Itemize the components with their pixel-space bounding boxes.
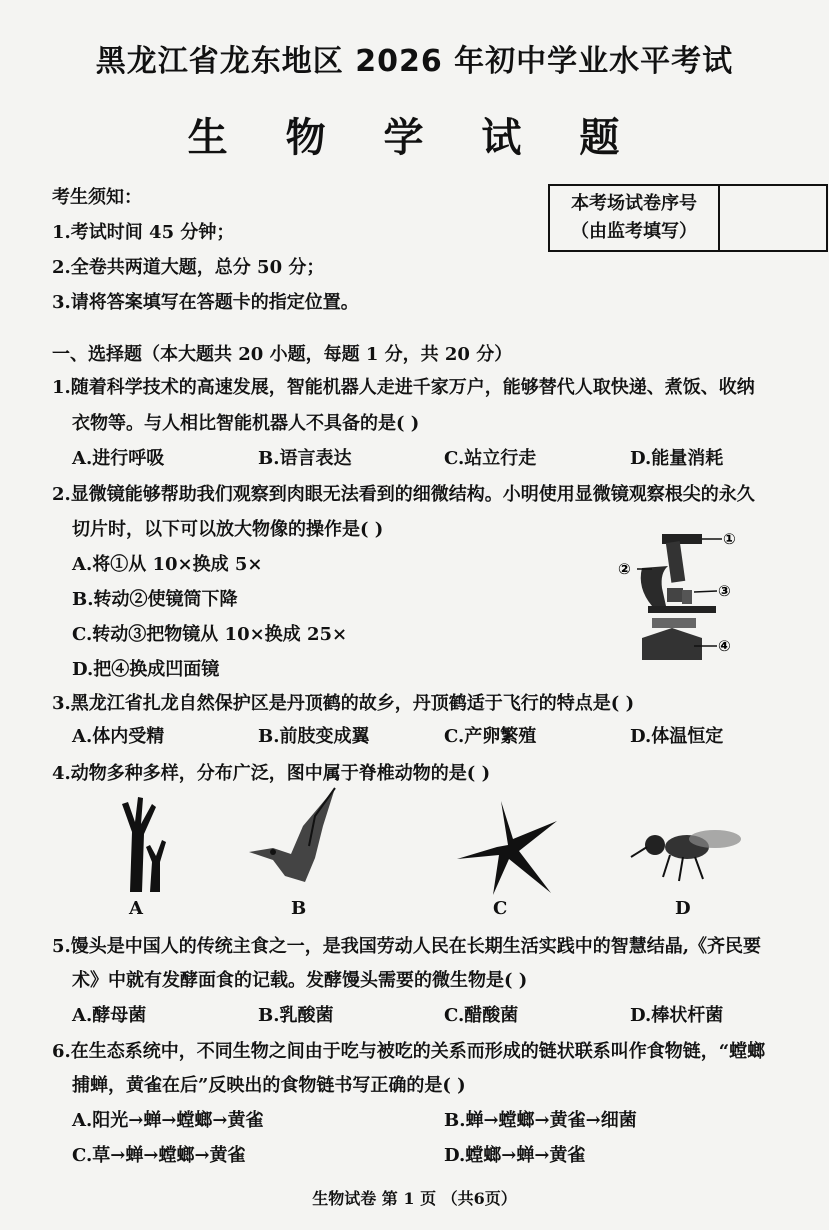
q1-option-b[interactable]: B.语言表达 bbox=[258, 448, 352, 469]
q1-option-d[interactable]: D.能量消耗 bbox=[630, 448, 724, 469]
figure-label-3: ③ bbox=[718, 582, 731, 600]
image-label-c: C bbox=[493, 898, 508, 919]
q5-option-a[interactable]: A.酵母菌 bbox=[72, 1005, 147, 1026]
q2-option-a[interactable]: A.将①从 10×换成 5× bbox=[72, 554, 263, 575]
seat-number-field[interactable] bbox=[720, 186, 826, 250]
microscope-figure bbox=[612, 528, 762, 668]
image-label-a: A bbox=[129, 898, 143, 919]
exam-notice bbox=[52, 180, 359, 320]
exam-title: 黑龙江省龙东地区 2026 年初中学业水平考试 bbox=[95, 44, 734, 79]
notice-item: 1.考试时间 45 分钟； bbox=[52, 222, 235, 243]
q6-option-c[interactable]: C.草→蝉→螳螂→黄雀 bbox=[72, 1145, 246, 1166]
q2-option-d[interactable]: D.把④换成凹面镜 bbox=[72, 659, 220, 680]
q1-option-c[interactable]: C.站立行走 bbox=[444, 448, 537, 469]
question-2-line2: 切片时，以下可以放大物像的操作是( ) bbox=[72, 519, 384, 540]
question-1-line2: 衣物等。与人相比智能机器人不具备的是( ) bbox=[72, 413, 420, 434]
question-6-line2: 捕蝉，黄雀在后”反映出的食物链书写正确的是( ) bbox=[72, 1075, 466, 1096]
page-footer: 生物试卷 第 1 页 （共6页） bbox=[312, 1189, 517, 1208]
notice-heading: 考生须知： bbox=[52, 187, 142, 208]
q2-option-b[interactable]: B.转动②使镜筒下降 bbox=[72, 589, 238, 610]
image-label-d: D bbox=[675, 898, 691, 919]
q6-option-a[interactable]: A.阳光→蝉→螳螂→黄雀 bbox=[72, 1110, 264, 1131]
question-4-line1: 4.动物多种多样，分布广泛，图中属于脊椎动物的是( ) bbox=[52, 763, 491, 784]
q5-option-b[interactable]: B.乳酸菌 bbox=[258, 1005, 334, 1026]
q5-option-d[interactable]: D.棒状杆菌 bbox=[630, 1005, 724, 1026]
seat-number-label: 本考场试卷序号 （由监考填写） bbox=[550, 186, 720, 250]
question-6-line1: 6.在生态系统中，不同生物之间由于吃与被吃的关系而形成的链状联系叫作食物链，“螳螂 bbox=[52, 1041, 766, 1062]
figure-label-2: ② bbox=[618, 560, 631, 578]
section-title: 一、选择题（本大题共 20 小题，每题 1 分，共 20 分） bbox=[52, 344, 513, 365]
notice-item: 2.全卷共两道大题，总分 50 分； bbox=[52, 257, 325, 278]
exam-subtitle: 生 物 学 试 题 bbox=[187, 115, 642, 161]
figure-label-1: ① bbox=[723, 530, 736, 548]
question-3-line1: 3.黑龙江省扎龙自然保护区是丹顶鹤的故乡，丹顶鹤适于飞行的特点是( ) bbox=[52, 693, 635, 714]
bird-image bbox=[243, 786, 343, 896]
question-1-line1: 1.随着科学技术的高速发展，智能机器人走进千家万户，能够替代人取快递、煮饭、收纳 bbox=[52, 377, 755, 398]
q6-option-b[interactable]: B.蝉→螳螂→黄雀→细菌 bbox=[444, 1110, 637, 1131]
question-5-line2: 术》中就有发酵面食的记载。发酵馒头需要的微生物是( ) bbox=[72, 970, 528, 991]
notice-item: 3.请将答案填写在答题卡的指定位置。 bbox=[52, 292, 359, 313]
figure-label-4: ④ bbox=[718, 637, 731, 655]
hydra-image bbox=[100, 792, 190, 897]
q6-option-d[interactable]: D.螳螂→蝉→黄雀 bbox=[444, 1145, 586, 1166]
question-2-line1: 2.显微镜能够帮助我们观察到肉眼无法看到的细微结构。小明使用显微镜观察根尖的永久 bbox=[52, 484, 755, 505]
fly-image bbox=[625, 815, 745, 885]
seat-number-box bbox=[548, 184, 828, 252]
q3-option-a[interactable]: A.体内受精 bbox=[72, 726, 165, 747]
q3-option-c[interactable]: C.产卵繁殖 bbox=[444, 726, 537, 747]
q2-option-c[interactable]: C.转动③把物镜从 10×换成 25× bbox=[72, 624, 348, 645]
q3-option-b[interactable]: B.前肢变成翼 bbox=[258, 726, 370, 747]
q5-option-c[interactable]: C.醋酸菌 bbox=[444, 1005, 519, 1026]
q3-option-d[interactable]: D.体温恒定 bbox=[630, 726, 724, 747]
q1-option-a[interactable]: A.进行呼吸 bbox=[72, 448, 165, 469]
question-5-line1: 5.馒头是中国人的传统主食之一，是我国劳动人民在长期生活实践中的智慧结晶,《齐民要 bbox=[52, 936, 762, 957]
image-label-b: B bbox=[291, 898, 307, 919]
starfish-image bbox=[453, 797, 563, 897]
